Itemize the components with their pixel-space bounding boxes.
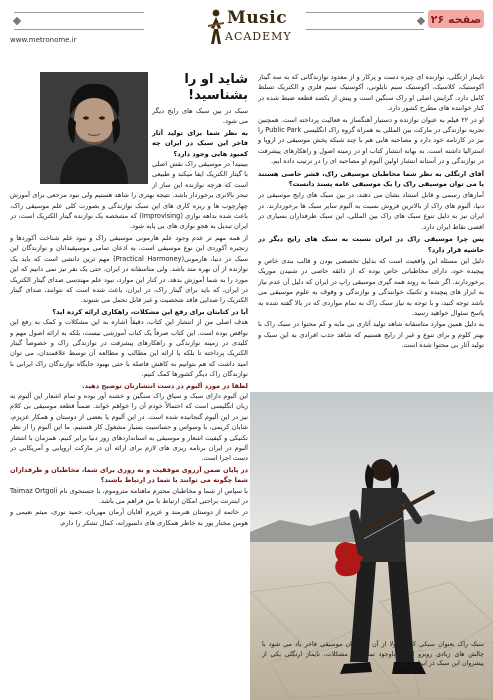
photo-wrap-spacer — [10, 72, 152, 190]
right-paragraph: او در ۲۲ فیلم به عنوان نوازنده و دستیار آهنگساز به فعالیت پرداخته است. همچنین تجربه نوازندگی در مارکت بین المللی به همراه گروه راک انگلیسی Public Park را نیز در کارنامه خود دارد و مصاحبه هایی هم با چند شبکه پخش موسیقی در اروپا و استرالیا داشته است. به بهانه انتشار کتاب او در زمینه اصول و راهکارهای پیشرفت در نوازندگی و در آستانه انتشار اولین آلبوم او مصاحبه ای را در ترتیب داده ایم. — [258, 115, 484, 166]
article-left-column — [10, 72, 248, 686]
logo-word-academy: ACADEMY — [225, 30, 292, 43]
header-ornament-left — [14, 12, 144, 30]
logo-word-music: Music — [227, 8, 288, 28]
page-number-badge: صفحه ۲۶ — [428, 10, 484, 28]
interview-question: به نظر شما برای تولید آثار فاخر این سبک در ایران چه کمبود هایی وجود دارد؟ — [152, 128, 248, 158]
site-url: www.metronome.ir — [10, 36, 77, 44]
left-paragraph: از همه مهم تر عدم وجود علم هارمونی موسیقی راک و نبود علم شناخت آکوردها و زنجیره آکوردی این نوع موسیقی است. به اذعان تمامی موسیقیدانان و نوازندگان این سبک در دنیا، هارمونی(Practical Harmoney) مهم ترین دانشی است که باید یک نوازنده از آن بهره مند باشد. ولی متاسفانه در ایران، حتی یک نفر نیز نمی دانیم که این مورد را به شما آموزش بدهد. در کنار این موارد، نبود علم مهندسی صدای گیتار الکتریک در ایران، که باید برای گیتار راک، در ایران، باعث شده است که نتوانند، صدای گیتار الکتریک را صدایی فاقد شخصیت و غیر قابل تحمل می شنوند. — [10, 233, 248, 305]
right-paragraph: آمارهای رسمی و قابل استناد نشان می دهند، در بین سبک های رایج موسیقی در دنیا، آلبوم های راک از بالاترین فروش نسبت به آلبوم سایر سبک ها برخوردارند. در ایران نیز به دلیل تنوع سبک های راک بین المللی، این سبک طرفداران بسیاری در اقصی نقاط ایران دارد. — [258, 191, 484, 231]
article-right-column — [258, 72, 484, 388]
left-paragraph: هدف اصلی من از انتشار این کتاب، دقیقاً اشاره به این مشکلات و کمک به رفع این نواقص بوده است. این کتاب صرفاً یک کتاب آموزشی نیست، بلکه به ارائه اصول مهم و کلیدی در زمینه نوازندگی و راهکارهای پیشرفت در نوازندگی راک و خصوصاً گیتار الکتریک پرداخته تا بلکه با ارائه این مطالب و مطالعه آن توسط علاقمندان، می توان امید داشت که هم بتوانیم به کاهش فاصله با حتی بهبود جایگاه نوازندگان راک ایرانی با نوازندگان راک دیگر کشورها کمک کنیم. — [10, 318, 248, 379]
header-ornament-right — [306, 12, 424, 30]
right-paragraph: دلیل این مسئله این واقعیت است که بدلیل تخصصی بودن و قالب بندی خاص و پیچیده خود، دارای مخاطبانی خاص بوده که از ذائقه خاصی در شنیدن موزیک برخوردارند. اگر شما به روند همه گیری موسیقی راپ در ایران که دلیل آن عدم نیاز به ابزار های پیچیده و تکنیک خوانندگی و نوازندگی و وقوف به علوم موسیقی می باشد توجه کنید، و با توجه به نیاز سبک راک به تمام مواردی که در بالا گفته شده به پاسخ سئوال خواهید رسید. — [258, 256, 484, 317]
page-header — [0, 0, 493, 56]
musician-silhouette-icon — [205, 8, 227, 48]
left-paragraph: این آلبوم دارای سبک و سیاق راک سنگین و خشنه آور بوده و تمام اشعار این آلبوم به زبان انگلیسی است که احتمالاً خودم آن را خواهم خواند. ضمناً قطعه موسیقی بی کلام نیز در این آلبوم گنجانیده شده است. در این آلبوم یا بعضی از دوستان و همکار عزیزم، شایان کریمی، با وسواس و حساسیت بسیار مشغول کار هستیم. ما این آلبوم را از نظر تکنیکی و کیفیت اشعار و موسیقی به استانداردهای روز دنیا برابر کنیم. همزمان با انتشار آلبوم در ایران برنامه ریزی های لازم برای ارائه آن در مارکت اروپایی و آمریکایی در دست اجرا است. — [10, 391, 248, 463]
interview-question: آقای ارتگلی به نظر شما مخاطبان موسیقی راک، قشر خاصی هستند یا می توان موسیقی راک را یک موسیقی عامه پسند دانست؟ — [258, 169, 484, 189]
left-paragraph: ببینید! در موسیقی راک نقش اصلی با گیتار الکتریک ایفا میکند و طبیعی است که هرچه نوازنده این ساز از تبحر بالاتری برخوردار باشد. نتیجه بهتری را شاهد هستیم ولی نبود مرجعی برای آموزش چهارچوب ها و ریزه کاری های این سبک نوازندگی و بصورت کلی علم موسیقی راک، باعث شده بداهه نوازی (Improvising) که مشخصه یک نوازنده گیتار الکتریک است، در ایران تبدیل به هجو نوازی های بی پایه شود. — [10, 160, 248, 231]
article-title: شاید او را بشناسید! — [184, 72, 248, 103]
interview-question: در پایان ضمن آرزوی موفقیت و به روزی برای شما، مخاطبان و طرفداران شما چگونه می توانند با شما در ارتباط باشند؟ — [10, 465, 248, 485]
interview-question: پس چرا موسیقی راک در ایران نسبت به سبک های رایج دیگر در حاشیه قرار دارد؟ — [258, 235, 484, 254]
right-paragraph: تایماز ارتگلی، نوازنده ای چیره دست و پرکار و از معدود نوازندگانی که به سه گیتار آکوستیک، کلاسیک، آکوستیک سیم نایلونی، آکوستیک سیم فلزی و الکتریک تسلط کامل دارد. گرایش اصلی او راک سنگین است و پیش از یکصد قطعه ضبط شده در کنار خواننده های مطرح کشور دارد. — [258, 73, 484, 113]
interview-question: آیا در کتابتان برای رفع این مشکلات، راهکاری ارائه کرده اید؟ — [52, 307, 248, 316]
photo-caption: سبک راک بعنوان سبکی که معمولا از آن به عنوان موسیقی فاخر یاد می شود با چالش های زیادی روبرو است. باوجود تمام این مشکلات، تایماز ارتگلی یکی از پیشروان این سبک در ایران است. — [262, 641, 484, 668]
left-paragraph: با سپاس از شما و مخاطبان محترم ماهنامه متروموم، با جستجوی نام Taimaz Ortgoli در اینترنت براحتی امکان ارتباط با من فراهم می باشد. — [10, 486, 248, 506]
music-academy-logo — [205, 6, 295, 52]
right-paragraph: به دلیل همین موارد متاسفانه شاهد تولید آثاری بی مایه و کم محتوا در سبک راک با بهتر کلوم و برای تنوع و غیر از رایج هستیم که شاهد جذب افرادی به این سبک و تولید آثار بی محتوا شده است. — [258, 320, 484, 350]
left-paragraph: در خاتمه از دوستان هنرمند و عزیزم آقایان آرمان مهریان، حمید نوری، میثم نعیمی و هومن مختار پور به خاطر همکاری های دلسوزانه، کمال تشکر را دارم. — [10, 508, 248, 527]
left-paragraph: سبک در بین سبک های رایج دیگر می شود. — [152, 107, 248, 126]
interview-question: لطفا در مورد آلبوم در دست انتشارتان توضیح دهید. — [82, 381, 248, 390]
